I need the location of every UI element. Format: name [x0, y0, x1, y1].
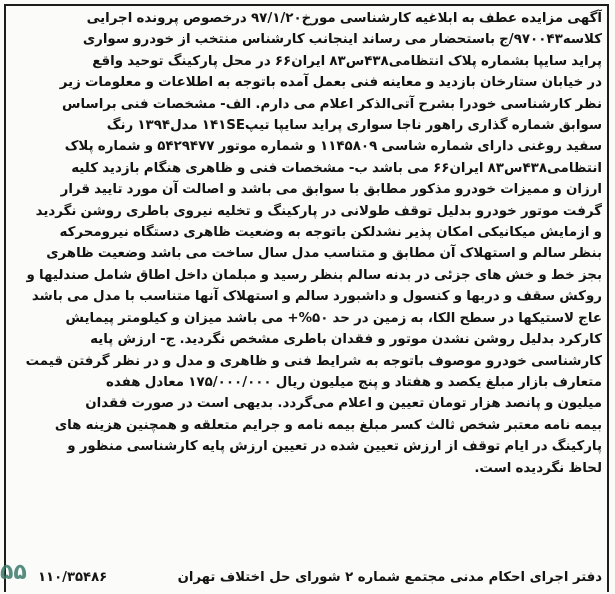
- ad-line: کارشناسی خودرو موصوف باتوجه به شرایط فنی و ظاهری و مدل و در نظر گرفتن قیمت: [25, 353, 602, 369]
- ad-line: پارکینگ در ایام توقف از ارزش تعیین شده در تعیین ارزش پایه کارشناسی منظور و: [67, 439, 602, 455]
- ad-line: و ازمایش میکانیکی امکان پذیر نشدلکن باتوجه به وضعیت ظاهری دستگاه نیرومحرکه: [59, 225, 602, 241]
- ad-line: عاج لاستیکها در سطح الکا، به زمین در حد ۵۰%+ می باشد میزان و کیلومتر پیمایش: [65, 310, 602, 326]
- ad-footer: [14, 567, 602, 589]
- ad-line: بنظر سالم و استهلاک آن مطابق و متناسب مدل سال ساخت می باشد وضعیت ظاهری: [46, 246, 602, 262]
- ad-line: سوابق شماره گذاری راهور ناجا سواری پراید سایپا تیپ۱۴۱SE مدل۱۳۹۴ رنگ: [106, 118, 602, 134]
- ad-line: نظر کارشناسی خودرا بشرح آتی‌الذکر اعلام می دارم. الف- مشخصات فنی براساس: [62, 96, 602, 112]
- ad-line: لحاظ نگردیده است.: [474, 460, 602, 476]
- ad-line: گرفت موتور خودرو بدلیل توقف طولانی در پارکینگ و تخلیه نیروی باطری روشن نگردید: [35, 203, 602, 219]
- ad-line: میلیون و پانصد هزار تومان تعیین و اعلام می‌گردد. بدیهی است در صورت فقدان: [85, 396, 602, 412]
- ad-line: کلاسه۹۷۰۰۴۳/ج باستحضار می رساند اینجانب کارشناس منتخب از خودرو سواری: [82, 32, 602, 48]
- ad-line: بجز خط و خش های جزئی در بدنه سالم بنظر رسید و مبلمان داخل اطاق شامل صندلیها و: [26, 267, 602, 283]
- stamp-mark: ۵۵: [0, 560, 27, 585]
- reference-number: ۱۱۰/۳۵۴۸۶: [38, 570, 108, 585]
- ad-line: کارکرد بدلیل روشن نشدن موتور و فقدان باطری مشخص نگردید. ج- ارزش پایه: [90, 332, 602, 348]
- ad-line: انتظامی۴۳۸س۸۳ ایران۶۶ می باشد ب- مشخصات فنی و ظاهری هنگام بازدید کلیه: [71, 160, 602, 176]
- ad-line: متعارف بازار مبلغ یکصد و هفتاد و پنج میلیون ریال ۱۷۵/۰۰۰/۰۰۰ معادل هفده: [106, 374, 602, 390]
- ad-line: پراید سایپا بشماره پلاک انتظامی۴۳۸س۸۳ ایران۶۶ در محل پارکینگ توحید واقع: [92, 53, 602, 69]
- ad-line: آگهی مزایده عطف به ابلاغیه کارشناسی مورخ۹۷/۱/۲۰ درخصوص پرونده اجرایی: [86, 11, 602, 26]
- ad-line: در خیابان ستارخان بازدید و معاینه فنی بعمل آمده باتوجه به اطلاعات و معلومات زیر: [59, 75, 602, 91]
- ad-line: بیمه نامه معتبر شخص ثالث کسر مبلغ بیمه نامه و جرایم متعلقه و همچنین هزینه های: [54, 417, 602, 433]
- auction-notice-body: [14, 8, 602, 479]
- issuer-office: دفتر اجرای احکام مدنی مجتمع شماره ۲ شورای حل اختلاف تهران: [177, 570, 602, 585]
- ad-line: روکش سقف و دربها و کنسول و داشبورد سالم و استهلاک آنها متناسب با مدل می باشد: [31, 289, 602, 305]
- ad-line: سفید روغنی دارای شماره شاسی ۱۱۴۵۸۰۹ و شماره موتور ۵۴۲۹۴۷۷ و شماره پلاک: [64, 139, 602, 155]
- ad-line: ارزان و ممیزات خودرو مذکور مطابق با سوابق می باشد و اصالت آن مورد تایید قرار: [60, 182, 602, 198]
